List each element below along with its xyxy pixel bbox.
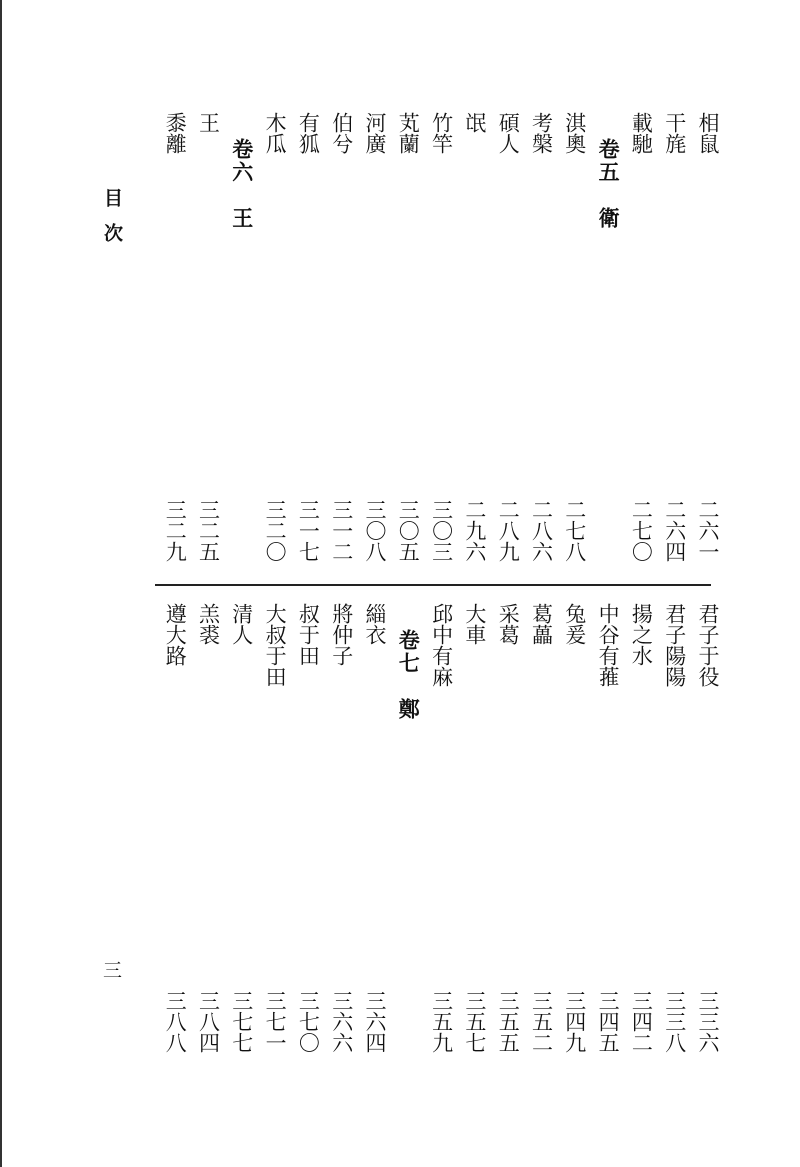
- section-divider: [155, 584, 711, 586]
- entry-title: 清人: [229, 603, 254, 645]
- entry-title: 葛藟: [529, 603, 554, 645]
- toc-entry: [695, 112, 721, 562]
- entry-title: 揚之水: [629, 603, 654, 666]
- entry-page-number: 三五七: [462, 990, 487, 1053]
- entry-title: 相鼠: [696, 112, 720, 154]
- dot-leader: [340, 160, 343, 493]
- entry-page-number: 三二五: [196, 499, 221, 562]
- toc-entry: [295, 603, 321, 1053]
- toc-entry: [695, 603, 721, 1053]
- dot-leader: [240, 651, 243, 984]
- dot-leader: [440, 693, 443, 984]
- dot-leader: [207, 139, 210, 493]
- entry-title: 遵大路: [163, 603, 188, 666]
- dot-leader: [673, 160, 676, 493]
- entry-title: 叔于田: [296, 603, 321, 666]
- entry-page-number: 三四二: [629, 990, 654, 1053]
- entry-title: 羔裘: [196, 603, 221, 645]
- toc-entry: [196, 112, 222, 562]
- dot-leader: [573, 651, 576, 984]
- toc-entry: [429, 603, 455, 1053]
- toc-entry: [196, 603, 222, 1053]
- volume-heading: [395, 603, 421, 1053]
- entry-page-number: 三六六: [329, 990, 354, 1053]
- entry-page-number: 三〇五: [396, 499, 421, 562]
- toc-entry: [462, 603, 488, 1053]
- entry-page-number: 三四九: [562, 990, 587, 1053]
- entry-title: 竹竿: [429, 112, 454, 154]
- entry-title: 碩人: [496, 112, 521, 154]
- dot-leader: [274, 693, 277, 984]
- entry-title: 大叔于田: [263, 603, 288, 687]
- dot-leader: [307, 672, 310, 984]
- entry-page-number: 三二九: [163, 499, 188, 562]
- entry-title: 載馳: [629, 112, 654, 154]
- entry-page-number: 二六四: [662, 499, 687, 562]
- entry-page-number: 二八六: [529, 499, 554, 562]
- entry-page-number: 三〇三: [429, 499, 454, 562]
- volume-heading-label: 卷六 王: [229, 138, 255, 230]
- entry-page-number: 二七〇: [629, 499, 654, 562]
- entry-title: 黍離: [163, 112, 188, 154]
- entry-page-number: 三三六: [696, 990, 720, 1053]
- toc-entry: [429, 112, 455, 562]
- toc-entry: [595, 603, 621, 1053]
- toc-entry: [362, 112, 388, 562]
- dot-leader: [174, 672, 177, 984]
- volume-heading: [595, 112, 621, 562]
- toc-entry: [628, 112, 654, 562]
- entry-page-number: 二七八: [562, 499, 587, 562]
- page-number: 三: [100, 960, 122, 979]
- entry-title: 中谷有蓷: [596, 603, 621, 687]
- toc-entry: [295, 112, 321, 562]
- volume-heading: [229, 112, 255, 562]
- toc-entry: [495, 112, 521, 562]
- entry-page-number: 二六一: [696, 499, 720, 562]
- entry-page-number: 三一七: [296, 499, 321, 562]
- dot-leader: [673, 693, 676, 984]
- dot-leader: [473, 139, 476, 493]
- toc-entry: [162, 603, 188, 1053]
- toc-entry: [628, 603, 654, 1053]
- toc-entry: [529, 603, 555, 1053]
- dot-leader: [640, 160, 643, 493]
- entry-title: 君子陽陽: [662, 603, 687, 687]
- dot-leader: [340, 672, 343, 984]
- dot-leader: [507, 160, 510, 493]
- entry-title: 有狐: [296, 112, 321, 154]
- entry-title: 考槃: [529, 112, 554, 154]
- entry-page-number: 二八九: [496, 499, 521, 562]
- toc-upper-section: [150, 112, 720, 562]
- entry-title: 緇衣: [363, 603, 387, 645]
- entry-title: 淇奧: [562, 112, 587, 154]
- entry-page-number: 三五九: [429, 990, 454, 1053]
- dot-leader: [374, 160, 377, 493]
- entry-page-number: 三七七: [229, 990, 254, 1053]
- toc-entry: [462, 112, 488, 562]
- entry-title: 芄蘭: [396, 112, 421, 154]
- entry-page-number: 三七一: [263, 990, 288, 1053]
- toc-entry: [395, 112, 421, 562]
- toc-entry: [329, 112, 355, 562]
- running-head: 目次: [101, 188, 123, 258]
- dot-leader: [274, 160, 277, 493]
- dot-leader: [374, 651, 377, 984]
- entry-title: 伯兮: [329, 112, 354, 154]
- dot-leader: [707, 693, 710, 984]
- volume-heading-label: 卷五 衛: [596, 138, 622, 230]
- toc-entry: [162, 112, 188, 562]
- toc-lower-section: [150, 603, 720, 1053]
- entry-page-number: 三八四: [196, 990, 221, 1053]
- dot-leader: [473, 651, 476, 984]
- toc-entry: [229, 603, 255, 1053]
- entry-title: 木瓜: [263, 112, 288, 154]
- entry-page-number: 三一二: [329, 499, 354, 562]
- dot-leader: [207, 651, 210, 984]
- entry-page-number: 三五五: [496, 990, 521, 1053]
- entry-page-number: 三八八: [163, 990, 188, 1053]
- entry-title: 邱中有麻: [429, 603, 454, 687]
- page-edge: [0, 0, 2, 1167]
- toc-entry: [362, 603, 388, 1053]
- toc-entry: [662, 603, 688, 1053]
- entry-page-number: 三四五: [596, 990, 621, 1053]
- entry-title: 將仲子: [329, 603, 354, 666]
- dot-leader: [540, 160, 543, 493]
- dot-leader: [540, 651, 543, 984]
- entry-title: 采葛: [496, 603, 521, 645]
- entry-page-number: 三五二: [529, 990, 554, 1053]
- dot-leader: [440, 160, 443, 493]
- entry-page-number: 三六四: [363, 990, 387, 1053]
- toc-entry: [662, 112, 688, 562]
- toc-entry: [262, 112, 288, 562]
- entry-page-number: 三二〇: [263, 499, 288, 562]
- volume-heading-label: 卷七 鄭: [396, 629, 422, 721]
- entry-title: 兔爰: [562, 603, 587, 645]
- toc-entry: [529, 112, 555, 562]
- entry-page-number: 二九六: [462, 499, 487, 562]
- toc-entry: [495, 603, 521, 1053]
- dot-leader: [640, 672, 643, 984]
- dot-leader: [407, 160, 410, 493]
- dot-leader: [707, 160, 710, 493]
- entry-page-number: 三三八: [662, 990, 687, 1053]
- dot-leader: [607, 693, 610, 984]
- entry-title: 王: [196, 112, 221, 133]
- dot-leader: [573, 160, 576, 493]
- entry-title: 大車: [462, 603, 487, 645]
- toc-entry: [329, 603, 355, 1053]
- dot-leader: [174, 160, 177, 493]
- entry-title: 干旄: [662, 112, 687, 154]
- entry-page-number: 三七〇: [296, 990, 321, 1053]
- entry-title: 君子于役: [696, 603, 720, 687]
- toc-entry: [562, 112, 588, 562]
- entry-title: 河廣: [363, 112, 387, 154]
- toc-entry: [562, 603, 588, 1053]
- toc-entry: [262, 603, 288, 1053]
- entry-page-number: 三〇八: [363, 499, 387, 562]
- dot-leader: [507, 651, 510, 984]
- entry-title: 氓: [462, 112, 487, 133]
- dot-leader: [307, 160, 310, 493]
